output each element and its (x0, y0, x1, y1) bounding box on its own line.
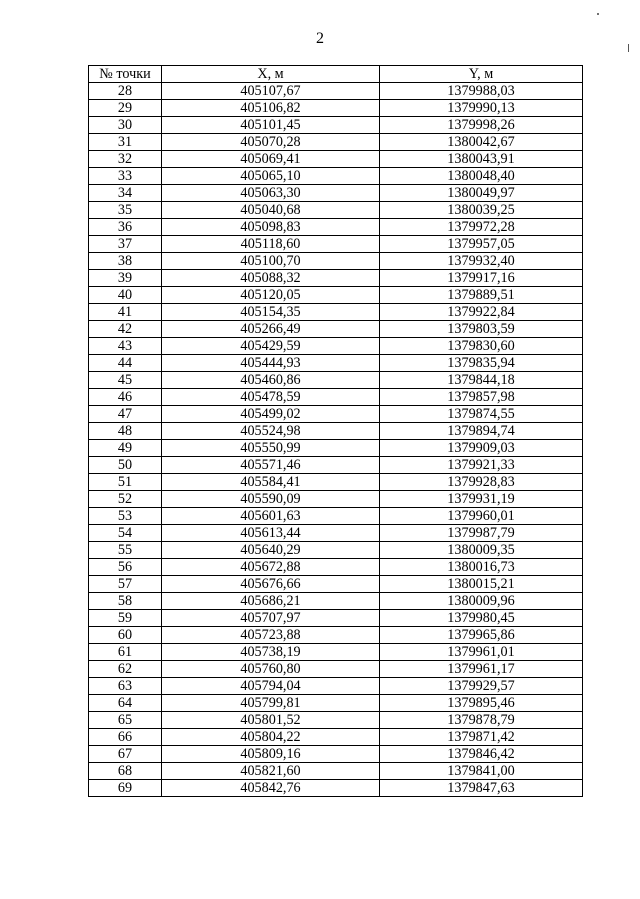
cell-x: 405672,88 (162, 559, 380, 576)
table-row (89, 746, 583, 763)
cell-point-number: 56 (89, 559, 162, 576)
cell-y: 1379917,16 (380, 270, 583, 287)
cell-y: 1379889,51 (380, 287, 583, 304)
cell-x: 405584,41 (162, 474, 380, 491)
table-row (89, 100, 583, 117)
cell-point-number: 40 (89, 287, 162, 304)
cell-point-number: 46 (89, 389, 162, 406)
cell-x: 405601,63 (162, 508, 380, 525)
cell-y: 1379972,28 (380, 219, 583, 236)
table-row (89, 627, 583, 644)
cell-point-number: 58 (89, 593, 162, 610)
cell-point-number: 38 (89, 253, 162, 270)
table-row (89, 712, 583, 729)
cell-point-number: 69 (89, 780, 162, 797)
table-row (89, 202, 583, 219)
cell-x: 405106,82 (162, 100, 380, 117)
cell-x: 405842,76 (162, 780, 380, 797)
cell-point-number: 66 (89, 729, 162, 746)
cell-point-number: 43 (89, 338, 162, 355)
cell-point-number: 36 (89, 219, 162, 236)
cell-y: 1379990,13 (380, 100, 583, 117)
table-row (89, 610, 583, 627)
cell-x: 405065,10 (162, 168, 380, 185)
cell-point-number: 32 (89, 151, 162, 168)
cell-x: 405723,88 (162, 627, 380, 644)
table-row (89, 457, 583, 474)
cell-x: 405821,60 (162, 763, 380, 780)
table-row (89, 763, 583, 780)
cell-y: 1379841,00 (380, 763, 583, 780)
cell-x: 405571,46 (162, 457, 380, 474)
cell-y: 1380039,25 (380, 202, 583, 219)
cell-point-number: 47 (89, 406, 162, 423)
cell-point-number: 30 (89, 117, 162, 134)
cell-x: 405550,99 (162, 440, 380, 457)
cell-point-number: 33 (89, 168, 162, 185)
table-row (89, 287, 583, 304)
header-point-number: № точки (89, 66, 162, 83)
table-row (89, 644, 583, 661)
cell-y: 1380009,96 (380, 593, 583, 610)
table-row (89, 219, 583, 236)
cell-y: 1379895,46 (380, 695, 583, 712)
table-row (89, 117, 583, 134)
cell-point-number: 61 (89, 644, 162, 661)
cell-y: 1379988,03 (380, 83, 583, 100)
cell-x: 405444,93 (162, 355, 380, 372)
cell-y: 1379909,03 (380, 440, 583, 457)
cell-point-number: 65 (89, 712, 162, 729)
cell-x: 405266,49 (162, 321, 380, 338)
cell-y: 1379846,42 (380, 746, 583, 763)
cell-y: 1380015,21 (380, 576, 583, 593)
cell-x: 405590,09 (162, 491, 380, 508)
cell-x: 405738,19 (162, 644, 380, 661)
cell-x: 405613,44 (162, 525, 380, 542)
cell-y: 1379847,63 (380, 780, 583, 797)
cell-point-number: 35 (89, 202, 162, 219)
table-row (89, 559, 583, 576)
cell-y: 1379922,84 (380, 304, 583, 321)
cell-point-number: 55 (89, 542, 162, 559)
table-row (89, 304, 583, 321)
cell-point-number: 59 (89, 610, 162, 627)
cell-point-number: 54 (89, 525, 162, 542)
cell-point-number: 52 (89, 491, 162, 508)
cell-point-number: 60 (89, 627, 162, 644)
table-row (89, 661, 583, 678)
cell-point-number: 48 (89, 423, 162, 440)
table-row (89, 491, 583, 508)
cell-y: 1379998,26 (380, 117, 583, 134)
cell-x: 405107,67 (162, 83, 380, 100)
cell-x: 405101,45 (162, 117, 380, 134)
cell-x: 405760,80 (162, 661, 380, 678)
cell-y: 1379929,57 (380, 678, 583, 695)
cell-point-number: 63 (89, 678, 162, 695)
cell-y: 1379921,33 (380, 457, 583, 474)
cell-point-number: 64 (89, 695, 162, 712)
cell-point-number: 50 (89, 457, 162, 474)
cell-y: 1380043,91 (380, 151, 583, 168)
cell-point-number: 45 (89, 372, 162, 389)
cell-x: 405040,68 (162, 202, 380, 219)
cell-x: 405686,21 (162, 593, 380, 610)
table-row (89, 270, 583, 287)
cell-y: 1379928,83 (380, 474, 583, 491)
table-row (89, 338, 583, 355)
table-row (89, 355, 583, 372)
table-row (89, 542, 583, 559)
table-row (89, 168, 583, 185)
scan-speck (597, 13, 599, 15)
table-row (89, 474, 583, 491)
table-row (89, 576, 583, 593)
cell-x: 405063,30 (162, 185, 380, 202)
cell-point-number: 44 (89, 355, 162, 372)
cell-x: 405794,04 (162, 678, 380, 695)
cell-x: 405478,59 (162, 389, 380, 406)
cell-point-number: 34 (89, 185, 162, 202)
cell-y: 1379874,55 (380, 406, 583, 423)
table-row (89, 372, 583, 389)
table-row (89, 423, 583, 440)
cell-x: 405154,35 (162, 304, 380, 321)
cell-x: 405640,29 (162, 542, 380, 559)
cell-x: 405120,05 (162, 287, 380, 304)
cell-y: 1379931,19 (380, 491, 583, 508)
table-row (89, 134, 583, 151)
cell-x: 405676,66 (162, 576, 380, 593)
table-header-row (89, 66, 583, 83)
cell-y: 1379957,05 (380, 236, 583, 253)
cell-point-number: 37 (89, 236, 162, 253)
cell-point-number: 31 (89, 134, 162, 151)
cell-y: 1379803,59 (380, 321, 583, 338)
cell-point-number: 57 (89, 576, 162, 593)
cell-y: 1379960,01 (380, 508, 583, 525)
cell-y: 1379871,42 (380, 729, 583, 746)
table-row (89, 151, 583, 168)
cell-y: 1379961,17 (380, 661, 583, 678)
cell-y: 1379844,18 (380, 372, 583, 389)
table-row (89, 321, 583, 338)
table-row (89, 406, 583, 423)
cell-x: 405801,52 (162, 712, 380, 729)
cell-x: 405118,60 (162, 236, 380, 253)
table-row (89, 83, 583, 100)
cell-y: 1379965,86 (380, 627, 583, 644)
cell-point-number: 49 (89, 440, 162, 457)
cell-point-number: 41 (89, 304, 162, 321)
cell-x: 405499,02 (162, 406, 380, 423)
cell-x: 405799,81 (162, 695, 380, 712)
header-x: X, м (162, 66, 380, 83)
cell-point-number: 68 (89, 763, 162, 780)
table-row (89, 678, 583, 695)
cell-y: 1379980,45 (380, 610, 583, 627)
cell-x: 405088,32 (162, 270, 380, 287)
cell-x: 405804,22 (162, 729, 380, 746)
cell-x: 405070,28 (162, 134, 380, 151)
cell-x: 405524,98 (162, 423, 380, 440)
cell-point-number: 67 (89, 746, 162, 763)
table-row (89, 695, 583, 712)
table-row (89, 729, 583, 746)
cell-point-number: 29 (89, 100, 162, 117)
cell-point-number: 42 (89, 321, 162, 338)
cell-y: 1379987,79 (380, 525, 583, 542)
table-row (89, 525, 583, 542)
cell-point-number: 62 (89, 661, 162, 678)
cell-y: 1380049,97 (380, 185, 583, 202)
table-row (89, 593, 583, 610)
table-row (89, 508, 583, 525)
cell-x: 405100,70 (162, 253, 380, 270)
cell-x: 405069,41 (162, 151, 380, 168)
table-row (89, 389, 583, 406)
cell-x: 405809,16 (162, 746, 380, 763)
table-row (89, 236, 583, 253)
page-number: 2 (316, 30, 324, 47)
cell-y: 1379857,98 (380, 389, 583, 406)
cell-y: 1379961,01 (380, 644, 583, 661)
cell-point-number: 53 (89, 508, 162, 525)
cell-x: 405429,59 (162, 338, 380, 355)
cell-y: 1380042,67 (380, 134, 583, 151)
cell-y: 1379932,40 (380, 253, 583, 270)
cell-point-number: 28 (89, 83, 162, 100)
cell-x: 405707,97 (162, 610, 380, 627)
cell-x: 405098,83 (162, 219, 380, 236)
cell-y: 1380009,35 (380, 542, 583, 559)
cell-point-number: 51 (89, 474, 162, 491)
cell-y: 1379878,79 (380, 712, 583, 729)
cell-x: 405460,86 (162, 372, 380, 389)
table-row (89, 185, 583, 202)
coordinates-table (88, 65, 583, 797)
cell-y: 1379830,60 (380, 338, 583, 355)
cell-y: 1380048,40 (380, 168, 583, 185)
cell-y: 1379835,94 (380, 355, 583, 372)
table-row (89, 780, 583, 797)
cell-y: 1379894,74 (380, 423, 583, 440)
table-row (89, 253, 583, 270)
cell-y: 1380016,73 (380, 559, 583, 576)
header-y: Y, м (380, 66, 583, 83)
table-row (89, 440, 583, 457)
cell-point-number: 39 (89, 270, 162, 287)
